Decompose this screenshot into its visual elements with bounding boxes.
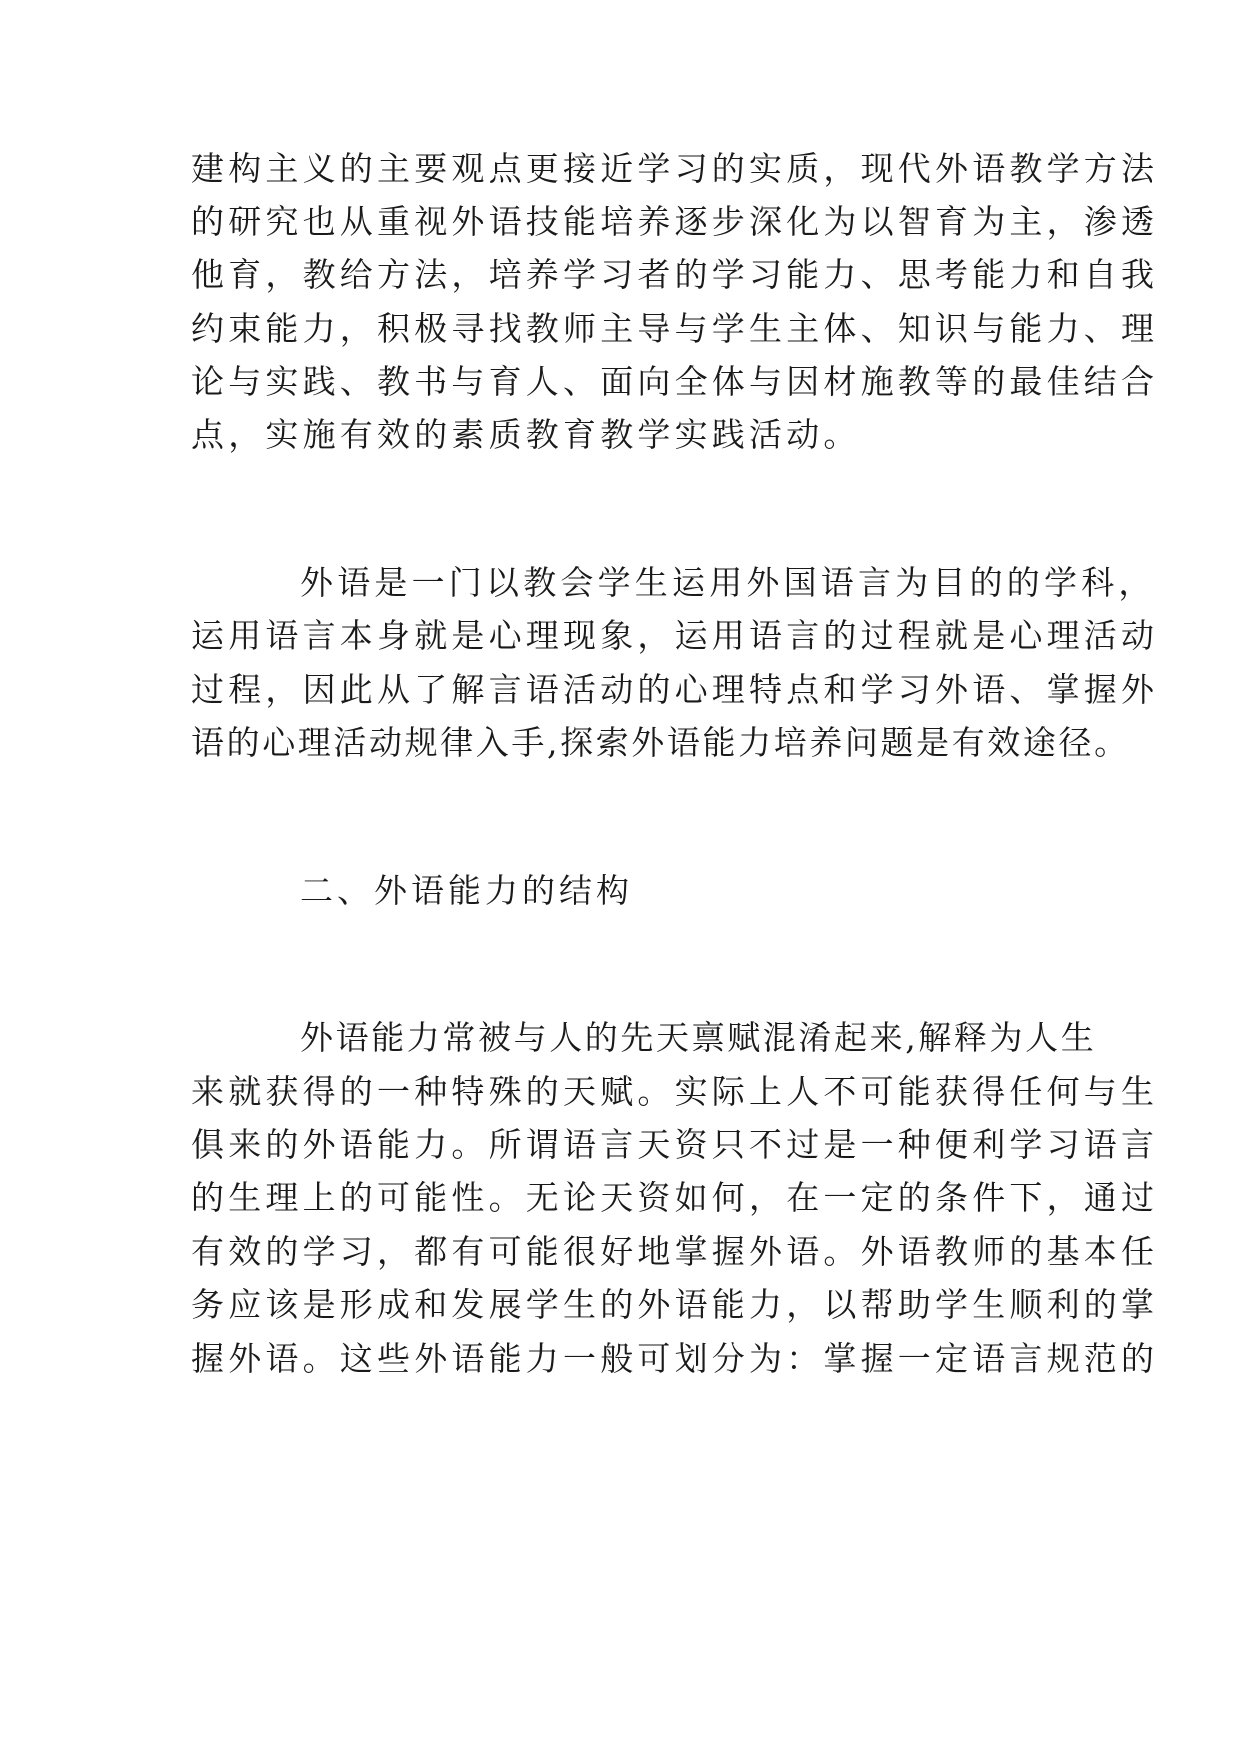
paragraph-line: 握外语。这些外语能力一般可划分为：掌握一定语言规范的 bbox=[191, 1339, 1159, 1378]
paragraph-line: 的研究也从重视外语技能培养逐步深化为以智育为主，渗透 bbox=[191, 202, 1159, 241]
paragraph-line: 外语能力常被与人的先天禀赋混淆起来,解释为人生 bbox=[300, 1018, 1097, 1057]
paragraph-line: 点，实施有效的素质教育教学实践活动。 bbox=[191, 415, 861, 454]
paragraph-line: 过程，因此从了解言语活动的心理特点和学习外语、掌握外 bbox=[191, 670, 1159, 709]
paragraph-line: 论与实践、教书与育人、面向全体与因材施教等的最佳结合 bbox=[191, 362, 1159, 401]
section-heading: 二、外语能力的结构 bbox=[300, 871, 633, 910]
paragraph-line: 务应该是形成和发展学生的外语能力，以帮助学生顺利的掌 bbox=[191, 1285, 1159, 1324]
paragraph-line: 来就获得的一种特殊的天赋。实际上人不可能获得任何与生 bbox=[191, 1072, 1159, 1111]
paragraph-line: 有效的学习，都有可能很好地掌握外语。外语教师的基本任 bbox=[191, 1232, 1159, 1271]
paragraph-line: 外语是一门以教会学生运用外国语言为目的的学科， bbox=[300, 563, 1156, 602]
paragraph-line: 的生理上的可能性。无论天资如何，在一定的条件下，通过 bbox=[191, 1178, 1159, 1217]
paragraph-line: 俱来的外语能力。所谓语言天资只不过是一种便利学习语言 bbox=[191, 1125, 1159, 1164]
paragraph-line: 他育，教给方法，培养学习者的学习能力、思考能力和自我 bbox=[191, 255, 1159, 294]
paragraph-line: 语的心理活动规律入手,探索外语能力培养问题是有效途径。 bbox=[191, 723, 1130, 762]
paragraph-line: 建构主义的主要观点更接近学习的实质，现代外语教学方法 bbox=[191, 149, 1159, 188]
paragraph-line: 运用语言本身就是心理现象，运用语言的过程就是心理活动 bbox=[191, 616, 1159, 655]
paragraph-line: 约束能力，积极寻找教师主导与学生主体、知识与能力、理 bbox=[191, 309, 1159, 348]
